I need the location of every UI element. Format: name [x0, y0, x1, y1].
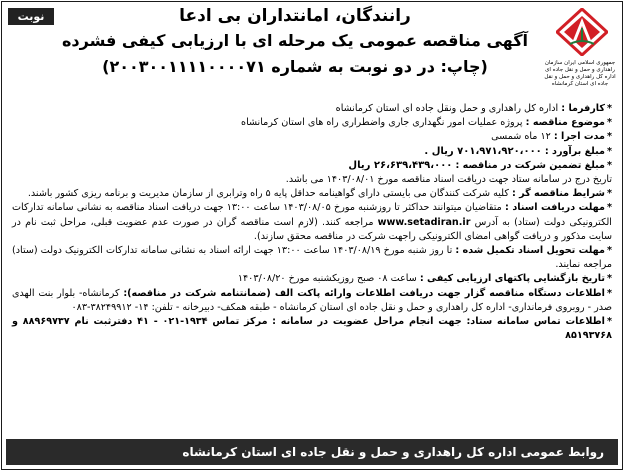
road-administration-logo-icon — [556, 8, 608, 56]
org-caption: جمهوری اسلامی ایران سازمان راهداری و حمل و نقل جاده ای اداره کل راهداری و حمل و نقل جاده ای استان کرمانشاه — [544, 60, 616, 87]
submit-deadline-value: تا روز شنبه مورخ ۱۴۰۳/۰۸/۱۹ ساعت ۱۳:۰۰ جهت ارائه اسناد به نشانی سامانه تدارکات الکترونیک دولت (ستاد) مراجعه نمایند. — [12, 245, 612, 271]
public-relations-footer: روابط عمومی اداره کل راهداری و حمل و نقل جاده ای استان کرمانشاه — [6, 439, 618, 465]
doc-deadline-row: *مهلت دریافت اسناد : متقاضیان میتوانند حداکثر تا روزشنبه مورخ ۱۴۰۳/۰۸/۰۵ ساعت ۱۳:۰۰ جهت دریافت اسناد مناقصه به نشانی سامانه تدارکات الکترونیکی دولت (ستاد) به آدرس www.setadiran.ir مراجعه کنند. (لازم است مناقصه گران در صورت عدم عضویت قبلی، مراحل ثبت نام در سایت مذکور و دریافت گواهی امضای الکترونیکی راجهت شرکت در مناقصه محقق سازند). — [12, 202, 612, 242]
opening-value: ساعت ۰۸ صبح روزیکشنبه مورخ ۱۴۰۳/۰۸/۲۰ — [237, 273, 417, 285]
employer-row: *کارفرما : اداره کل راهداری و حمل ونقل جاده ای استان کرمانشاه — [335, 103, 612, 114]
conditions-row: *شرایط مناقصه گر : کلیه شرکت کنندگان می بایستی دارای گواهینامه حداقل پایه ۵ راه وترابری از سازمان مدیریت و برنامه ریزی کشور باشند. — [27, 188, 612, 200]
contact-party-value: کرمانشاه- بلوار بنت الهدی صدر - روبروی فرمانداری- اداره کل راهداری و حمل و نقل جاده ای استان کرمانشاه - طبقه همکف- دبیرخانه - تلفن: ۱۴- ۳۸۲۴۹۹۱۲-۰۸۳ — [12, 287, 612, 313]
publish-date-text: تاریخ درج در سامانه ستاد جهت دریافت اسناد مناقصه مورخ ۱۴۰۳/۰۸/۰۱ می باشد. — [285, 174, 612, 186]
employer-value: اداره کل راهداری و حمل ونقل جاده ای استان کرمانشاه — [335, 103, 559, 114]
notice-body — [12, 102, 612, 431]
setad-contact-label: اطلاعات تماس سامانه ستاد: جهت انجام مراحل عضویت در سامانه : — [272, 316, 605, 328]
estimate-value: ۷۰۱،۹۷۱،۹۲۰،۰۰۰ ریال . — [424, 145, 542, 157]
notice-title: آگهی مناقصه عمومی یک مرحله ای با ارزیابی کیفی فشرده — [61, 31, 529, 50]
opening-row: *تاریخ بازگشایی پاکتهای ارزیابی کیفی : ساعت ۰۸ صبح روزیکشنبه مورخ ۱۴۰۳/۰۸/۲۰ — [237, 273, 612, 285]
conditions-label: شرایط مناقصه گر : — [511, 188, 605, 200]
setad-contact-value: مرکز تماس ۱۹۳۴-۰۲۱ - ۴۱ دفترثبت نام ۸۸۹۶۹۷۳۷ و ۸۵۱۹۳۷۶۸ — [12, 316, 612, 342]
doc-deadline-label: مهلت دریافت اسناد : — [505, 202, 605, 214]
doc-deadline-value: متقاضیان میتوانند حداکثر تا روزشنبه مورخ ۱۴۰۳/۰۸/۰۵ ساعت ۱۳:۰۰ جهت دریافت اسناد مناقصه به نشانی سامانه تدارکات الکترونیکی دولت (ستاد) به آدرس — [12, 202, 612, 228]
conditions-value: کلیه شرکت کنندگان می بایستی دارای گواهینامه حداقل پایه ۵ راه وترابری از سازمان مدیریت و برنامه ریزی کشور باشند. — [27, 188, 509, 200]
duration-row: *مدت اجرا : ۱۲ ماه شمسی — [491, 131, 612, 143]
setad-contact-row: *اطلاعات تماس سامانه ستاد: جهت انجام مراحل عضویت در سامانه : مرکز تماس ۱۹۳۴-۰۲۱ - ۴۱ دفترثبت نام ۸۸۹۶۹۷۳۷ و ۸۵۱۹۳۷۶۸ — [12, 316, 612, 342]
slogan-title: رانندگان، امانتداران بی ادعا — [179, 6, 411, 26]
setad-website-link[interactable]: www.setadiran.ir — [377, 216, 471, 228]
subject-row: *موضوع مناقصه : پروژه عملیات امور نگهداری جاری واضطراری راه های استان کرمانشاه — [241, 117, 612, 129]
doc-deadline-value-cont: مراجعه کنند. (لازم است مناقصه گران در صورت عدم عضویت قبلی، مراحل ثبت نام در سایت مذکور و دریافت گواهی امضای الکترونیکی راجهت شرکت در مناقصه محقق سازند). — [12, 216, 612, 242]
subject-label: موضوع مناقصه : — [525, 117, 605, 129]
publish-date-row — [12, 173, 612, 187]
duration-label: مدت اجرا : — [553, 131, 605, 143]
guarantee-row: *مبلغ تضمین شرکت در مناقصه : ۲۶،۶۳۹،۴۳۹،۰۰۰ ریال — [348, 159, 612, 171]
employer-label: کارفرما : — [561, 103, 605, 114]
estimate-label: مبلغ برآورد : — [544, 145, 605, 157]
submit-deadline-row: *مهلت تحویل اسناد تکمیل شده : تا روز شنبه مورخ ۱۴۰۳/۰۸/۱۹ ساعت ۱۳:۰۰ جهت ارائه اسناد به نشانی سامانه تدارکات الکترونیک دولت (ستاد) مراجعه نمایند. — [12, 245, 612, 271]
notice-header — [2, 2, 622, 102]
opening-label: تاریخ بازگشایی پاکتهای ارزیابی کیفی : — [419, 273, 605, 285]
guarantee-label: مبلغ تضمین شرکت در مناقصه : — [455, 159, 605, 171]
print-number: (چاپ: در دو نوبت به شماره ۲۰۰۳۰۰۱۱۱۱۰۰۰۰۷۱) — [102, 57, 488, 76]
estimate-row: *مبلغ برآورد : ۷۰۱،۹۷۱،۹۲۰،۰۰۰ ریال . — [424, 145, 612, 157]
guarantee-value: ۲۶،۶۳۹،۴۳۹،۰۰۰ ریال — [348, 159, 453, 171]
turn-badge: نوبت اول — [8, 8, 54, 25]
notice-titles — [58, 4, 532, 80]
contact-party-row: *اطلاعات دستگاه مناقصه گزار جهت دریافت اطلاعات وارائه پاکت الف (ضمانتنامه شرکت در مناقصه): کرمانشاه- بلوار بنت الهدی صدر - روبروی فرمانداری- اداره کل راهداری و حمل و نقل جاده ای استان کرمانشاه - طبقه همکف- دبیرخانه - تلفن: ۱۴- ۳۸۲۴۹۹۱۲-۰۸۳ — [12, 287, 612, 313]
contact-party-label: اطلاعات دستگاه مناقصه گزار جهت دریافت اطلاعات وارائه پاکت الف (ضمانتنامه شرکت در مناقصه): — [123, 287, 605, 299]
tender-notice — [1, 1, 623, 470]
submit-deadline-label: مهلت تحویل اسناد تکمیل شده : — [455, 245, 605, 257]
subject-value: پروژه عملیات امور نگهداری جاری واضطراری راه های استان کرمانشاه — [241, 117, 523, 129]
duration-value: ۱۲ ماه شمسی — [491, 131, 551, 143]
